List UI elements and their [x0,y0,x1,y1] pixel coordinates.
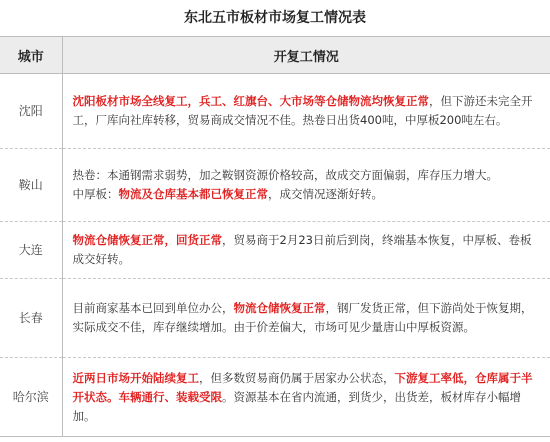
status-cell [62,279,550,358]
header-status: 开复工情况 [62,37,550,74]
city-cell: 鞍山 [0,149,62,222]
status-cell [62,74,550,149]
header-row [0,37,550,74]
body-text: ，成交情况逐渐好转。 [268,187,383,201]
body-text: 。资源基本在省内流通，到货少，出货差，板材库存小幅增加。 [72,389,521,423]
body-text: 中厚板： [72,187,119,201]
table-row [0,222,550,279]
status-cell [62,222,550,279]
body-text: 热卷：本通钢需求弱势，加之鞍钢资源价格较高，故成交方面偏弱，库存压力增大。 [72,168,498,182]
highlight-text: 物流仓储恢复正常，回货正常 [72,233,222,247]
body-text: ，但多数贸易商仍属于居家办公状态， [199,370,395,385]
table-row [0,358,550,437]
status-cell [62,358,550,437]
highlight-text: 沈阳板材市场全线复工，兵工、红旗台、大市场等仓储物流均恢复正常 [72,94,429,108]
body-text: 目前商家基本已回到单位办公， [72,301,234,315]
highlight-text: 下游复工率低，仓库属于半开状态。车辆通行、装载受限 [72,370,533,404]
body-text: ，贸易商于2月23日前后到岗，终端基本恢复，中厚板、卷板成交好转。 [72,233,532,266]
recovery-table [0,37,550,437]
city-cell: 长春 [0,279,62,358]
body-text: ，但下游还未完全开工，厂库向社库转移，贸易商成交情况不佳。热卷日出货400吨，中厚板200吨左右。 [72,94,533,127]
city-cell: 沈阳 [0,74,62,149]
table-row [0,279,550,358]
body-text: ，钢厂发货正常，但下游尚处于恢复期，实际成交不佳，库存继续增加。由于价差偏大，市场可见少量唐山中厚板资源。 [72,301,533,334]
status-cell [62,149,550,222]
table-row [0,74,550,149]
highlight-text: 物流及仓库基本都已恢复正常 [118,187,268,201]
table-row [0,149,550,222]
highlight-text: 近两日市场开始陆续复工 [72,370,199,385]
header-city: 城市 [0,37,62,74]
city-cell: 哈尔滨 [0,358,62,437]
city-cell: 大连 [0,222,62,279]
table-title: 东北五市板材市场复工情况表 [0,0,550,37]
body-line [73,185,541,204]
highlight-text: 物流仓储恢复正常 [233,301,326,315]
